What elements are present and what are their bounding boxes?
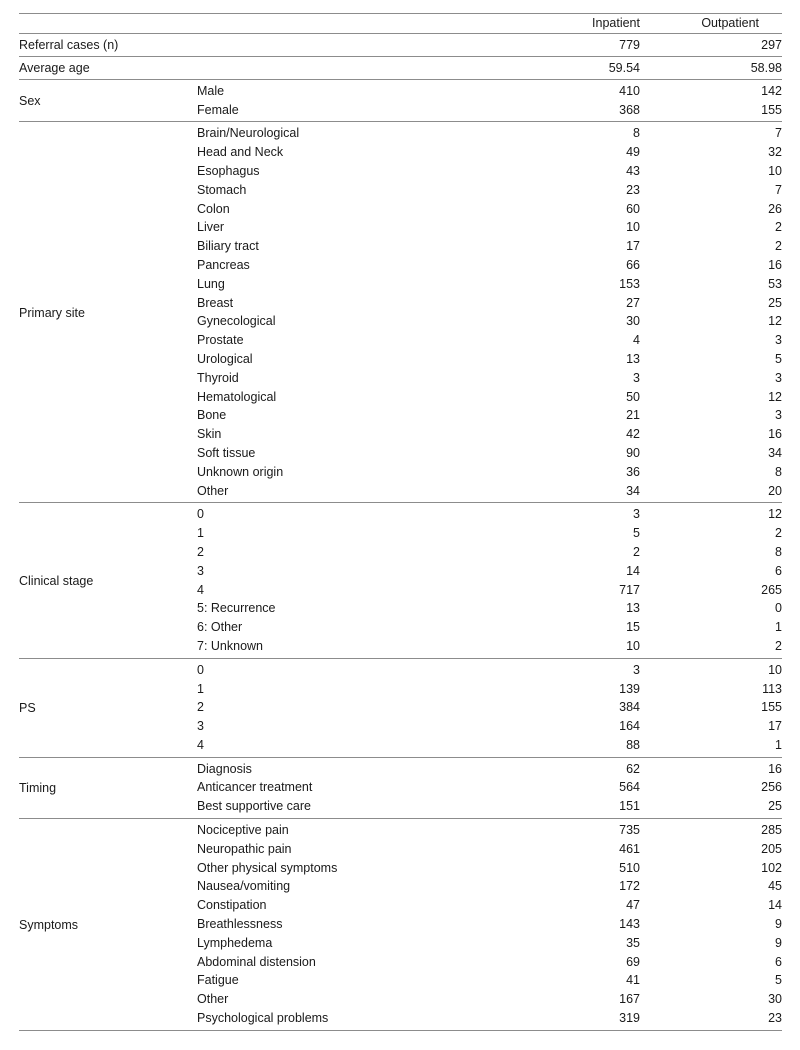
inpatient-value: 21 (626, 408, 640, 423)
inpatient-value: 59.54 (608, 60, 640, 75)
header-row (19, 14, 782, 34)
table-row (19, 33, 782, 56)
row-sublabel: Other (197, 483, 229, 498)
outpatient-value: 16 (768, 257, 782, 272)
outpatient-value: 155 (761, 102, 782, 117)
row-sublabel: Prostate (197, 333, 244, 348)
outpatient-value: 25 (768, 799, 782, 814)
row-sublabel: Colon (197, 201, 230, 216)
inpatient-value: 8 (633, 126, 640, 141)
row-label: Referral cases (n) (19, 37, 119, 52)
outpatient-value: 16 (768, 761, 782, 776)
row-sublabel: 3 (197, 719, 204, 734)
group-category: Timing (19, 781, 57, 796)
inpatient-value: 164 (619, 719, 640, 734)
row-sublabel: Abdominal distension (197, 954, 316, 969)
inpatient-value: 13 (626, 601, 640, 616)
row-sublabel: Female (197, 102, 239, 117)
row-sublabel: Soft tissue (197, 445, 256, 460)
outpatient-value: 14 (768, 898, 782, 913)
group-category: PS (19, 701, 36, 716)
inpatient-value: 167 (619, 992, 640, 1007)
outpatient-value: 12 (768, 314, 782, 329)
row-sublabel: 6: Other (197, 620, 243, 635)
row-sublabel: 4 (197, 737, 204, 752)
row-sublabel: Best supportive care (197, 799, 311, 814)
outpatient-value: 17 (768, 719, 782, 734)
row-sublabel: Nociceptive pain (197, 823, 289, 838)
inpatient-value: 153 (619, 276, 640, 291)
outpatient-value: 45 (768, 879, 782, 894)
outpatient-value: 53 (768, 276, 782, 291)
table-row (19, 56, 782, 79)
row-sublabel: Unknown origin (197, 464, 284, 479)
inpatient-value: 151 (619, 799, 640, 814)
table-row (19, 122, 782, 143)
row-sublabel: Biliary tract (197, 239, 259, 254)
inpatient-value: 36 (626, 464, 640, 479)
outpatient-value: 3 (775, 370, 782, 385)
row-sublabel: Fatigue (197, 973, 239, 988)
inpatient-value: 27 (626, 295, 640, 310)
group-1 (19, 122, 782, 503)
outpatient-value: 12 (768, 389, 782, 404)
row-sublabel: 2 (197, 700, 204, 715)
row-sublabel: 0 (197, 662, 204, 677)
inpatient-value: 384 (619, 700, 640, 715)
outpatient-value: 58.98 (750, 60, 782, 75)
inpatient-value: 13 (626, 351, 640, 366)
outpatient-value: 8 (775, 544, 782, 559)
row-sublabel: 7: Unknown (197, 638, 264, 653)
inpatient-value: 3 (633, 662, 640, 677)
table-row (19, 658, 782, 679)
row-sublabel: Stomach (197, 182, 247, 197)
row-sublabel: 3 (197, 563, 204, 578)
inpatient-value: 30 (626, 314, 640, 329)
row-sublabel: Skin (197, 427, 222, 442)
row-sublabel: Neuropathic pain (197, 841, 292, 856)
outpatient-value: 16 (768, 427, 782, 442)
outpatient-value: 30 (768, 992, 782, 1007)
row-sublabel: Other (197, 992, 229, 1007)
group-3 (19, 658, 782, 757)
outpatient-value: 23 (768, 1011, 782, 1026)
group-0 (19, 79, 782, 122)
row-sublabel: Constipation (197, 898, 267, 913)
group-5 (19, 819, 782, 1031)
outpatient-value: 6 (775, 563, 782, 578)
outpatient-value: 142 (761, 83, 782, 98)
table-row (19, 79, 782, 100)
inpatient-value: 62 (626, 761, 640, 776)
outpatient-value: 2 (775, 220, 782, 235)
row-sublabel: Anticancer treatment (197, 780, 313, 795)
row-sublabel: Other physical symptoms (197, 860, 338, 875)
row-sublabel: Esophagus (197, 163, 260, 178)
simple-rows (19, 33, 782, 79)
outpatient-value: 3 (775, 333, 782, 348)
group-2 (19, 503, 782, 658)
row-sublabel: Diagnosis (197, 761, 252, 776)
table-row (19, 757, 782, 778)
header-inpatient: Inpatient (592, 16, 640, 30)
table-row (19, 503, 782, 524)
outpatient-value: 5 (775, 973, 782, 988)
outpatient-value: 2 (775, 239, 782, 254)
inpatient-value: 2 (633, 544, 640, 559)
inpatient-value: 717 (619, 582, 640, 597)
outpatient-value: 102 (761, 860, 782, 875)
outpatient-value: 12 (768, 507, 782, 522)
table-header (19, 14, 782, 34)
row-sublabel: 0 (197, 507, 204, 522)
outpatient-value: 6 (775, 954, 782, 969)
inpatient-value: 43 (626, 163, 640, 178)
row-sublabel: Urological (197, 351, 253, 366)
inpatient-value: 42 (626, 427, 640, 442)
outpatient-value: 5 (775, 351, 782, 366)
inpatient-value: 5 (633, 526, 640, 541)
outpatient-value: 205 (761, 841, 782, 856)
row-sublabel: Head and Neck (197, 145, 284, 160)
outpatient-value: 26 (768, 201, 782, 216)
outpatient-value: 3 (775, 408, 782, 423)
row-sublabel: Breast (197, 295, 234, 310)
inpatient-value: 564 (619, 780, 640, 795)
inpatient-value: 41 (626, 973, 640, 988)
inpatient-value: 60 (626, 201, 640, 216)
outpatient-value: 2 (775, 638, 782, 653)
inpatient-value: 49 (626, 145, 640, 160)
inpatient-value: 15 (626, 620, 640, 635)
group-category: Clinical stage (19, 574, 94, 589)
row-sublabel: 2 (197, 544, 204, 559)
header-subcategory (197, 14, 442, 34)
outpatient-value: 8 (775, 464, 782, 479)
outpatient-value: 32 (768, 145, 782, 160)
row-sublabel: Nausea/vomiting (197, 879, 291, 894)
inpatient-value: 90 (626, 445, 640, 460)
outpatient-value: 256 (761, 780, 782, 795)
header-category (19, 14, 197, 34)
row-label: Average age (19, 60, 90, 75)
group-4 (19, 757, 782, 818)
inpatient-value: 50 (626, 389, 640, 404)
inpatient-value: 14 (626, 563, 640, 578)
inpatient-value: 735 (619, 823, 640, 838)
inpatient-value: 4 (633, 333, 640, 348)
outpatient-value: 1 (775, 737, 782, 752)
inpatient-value: 23 (626, 182, 640, 197)
group-category: Sex (19, 94, 41, 109)
row-sublabel: Psychological problems (197, 1011, 329, 1026)
row-sublabel: Male (197, 83, 225, 98)
row-sublabel: Liver (197, 220, 225, 235)
inpatient-value: 143 (619, 917, 640, 932)
row-sublabel: 1 (197, 526, 204, 541)
row-sublabel: Lymphedema (197, 935, 273, 950)
inpatient-value: 10 (626, 638, 640, 653)
inpatient-value: 17 (626, 239, 640, 254)
outpatient-value: 9 (775, 935, 782, 950)
outpatient-value: 10 (768, 163, 782, 178)
inpatient-value: 172 (619, 879, 640, 894)
inpatient-value: 66 (626, 257, 640, 272)
outpatient-value: 155 (761, 700, 782, 715)
inpatient-value: 47 (626, 898, 640, 913)
data-table (19, 13, 782, 1031)
inpatient-value: 410 (619, 83, 640, 98)
row-sublabel: 4 (197, 582, 204, 597)
row-sublabel: Gynecological (197, 314, 276, 329)
outpatient-value: 265 (761, 582, 782, 597)
row-sublabel: Pancreas (197, 257, 250, 272)
outpatient-value: 113 (762, 681, 782, 696)
header-outpatient: Outpatient (701, 16, 759, 30)
inpatient-value: 88 (626, 737, 640, 752)
inpatient-value: 34 (626, 483, 640, 498)
outpatient-value: 25 (768, 295, 782, 310)
inpatient-value: 139 (619, 681, 640, 696)
outpatient-value: 297 (761, 37, 782, 52)
row-sublabel: 1 (197, 681, 204, 696)
table-row (19, 819, 782, 840)
inpatient-value: 10 (626, 220, 640, 235)
inpatient-value: 319 (619, 1011, 640, 1026)
outpatient-value: 0 (775, 601, 782, 616)
group-category: Primary site (19, 305, 85, 320)
inpatient-value: 69 (626, 954, 640, 969)
row-sublabel: Breathlessness (197, 917, 283, 932)
outpatient-value: 1 (775, 620, 782, 635)
outpatient-value: 7 (775, 182, 782, 197)
inpatient-value: 779 (619, 37, 640, 52)
group-category: Symptoms (19, 918, 79, 933)
outpatient-value: 34 (768, 445, 782, 460)
outpatient-value: 10 (768, 662, 782, 677)
row-sublabel: Hematological (197, 389, 277, 404)
inpatient-value: 3 (633, 370, 640, 385)
inpatient-value: 510 (619, 860, 640, 875)
outpatient-value: 9 (775, 917, 782, 932)
outpatient-value: 7 (775, 126, 782, 141)
row-sublabel: Thyroid (197, 370, 239, 385)
row-sublabel: Bone (197, 408, 227, 423)
outpatient-value: 20 (768, 483, 782, 498)
row-sublabel: 5: Recurrence (197, 601, 276, 616)
inpatient-value: 368 (619, 102, 640, 117)
inpatient-value: 35 (626, 935, 640, 950)
row-sublabel: Lung (197, 276, 225, 291)
outpatient-value: 2 (775, 526, 782, 541)
inpatient-value: 461 (619, 841, 640, 856)
row-sublabel: Brain/Neurological (197, 126, 300, 141)
inpatient-value: 3 (633, 507, 640, 522)
outpatient-value: 285 (761, 823, 782, 838)
